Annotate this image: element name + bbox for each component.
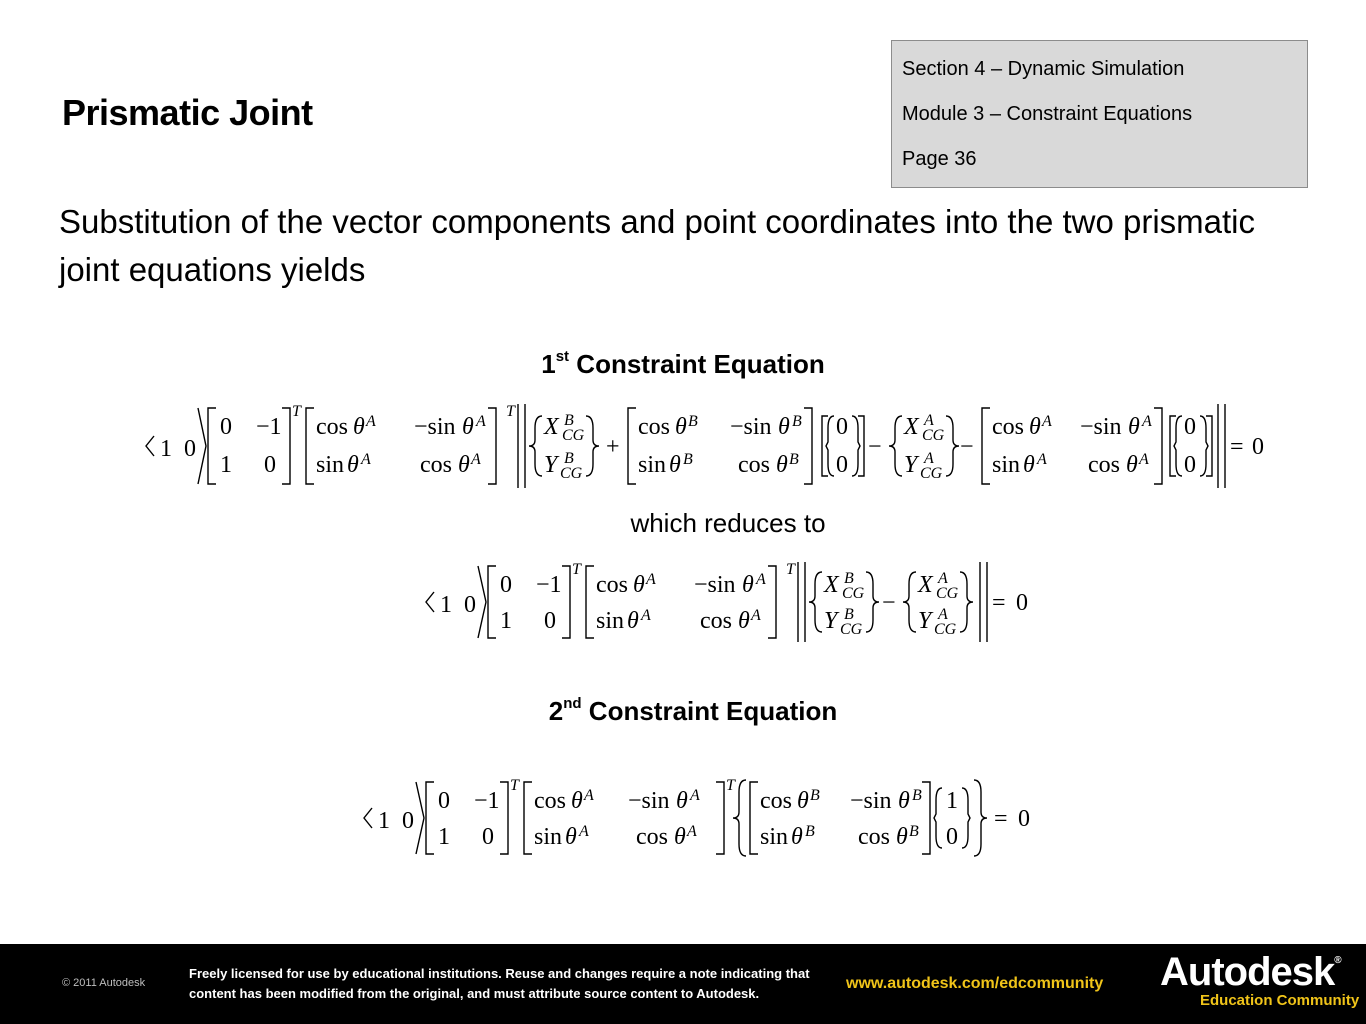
- license-text: Freely licensed for use by educational institutions. Reuse and changes require a note indicating that content has been modified from the original, and must attribute source content to Autodesk.: [189, 966, 810, 1001]
- svg-text:θ: θ: [1023, 452, 1035, 478]
- svg-text:θ: θ: [571, 788, 583, 814]
- svg-text:θ: θ: [896, 824, 908, 850]
- svg-text:cos: cos: [316, 414, 348, 440]
- svg-text:sin: sin: [992, 452, 1021, 478]
- svg-text:Y: Y: [918, 608, 932, 634]
- svg-text:X: X: [918, 572, 933, 598]
- community-link[interactable]: www.autodesk.com/edcommunity: [846, 975, 1104, 992]
- svg-text:A: A: [361, 451, 371, 468]
- svg-text:B: B: [683, 451, 693, 468]
- svg-text:θ: θ: [675, 414, 687, 440]
- svg-text:1: 1: [160, 436, 172, 462]
- svg-text:0: 0: [1252, 434, 1264, 460]
- svg-text:cos: cos: [700, 608, 732, 634]
- svg-text:A: A: [1042, 413, 1052, 430]
- svg-text:θ: θ: [674, 824, 686, 850]
- svg-text:θ: θ: [776, 452, 788, 478]
- svg-text:0: 0: [438, 788, 450, 814]
- svg-text:T: T: [510, 777, 519, 794]
- svg-text:−sin: −sin: [730, 414, 772, 440]
- svg-text:−1: −1: [536, 572, 562, 598]
- svg-text:cos: cos: [992, 414, 1024, 440]
- svg-text:θ: θ: [778, 414, 790, 440]
- svg-text:B: B: [805, 823, 815, 840]
- svg-text:A: A: [687, 823, 697, 840]
- svg-text:B: B: [564, 412, 574, 429]
- svg-text:θ: θ: [633, 572, 645, 598]
- svg-text:1: 1: [500, 608, 512, 634]
- svg-text:cos: cos: [760, 788, 792, 814]
- first-constraint-heading: 1st Constraint Equation: [541, 348, 825, 379]
- svg-text:T: T: [786, 561, 795, 578]
- svg-text:1: 1: [220, 452, 232, 478]
- svg-text:CG: CG: [562, 427, 585, 444]
- svg-text:A: A: [579, 823, 589, 840]
- svg-text:0: 0: [464, 592, 476, 618]
- svg-text:X: X: [544, 414, 559, 440]
- svg-text:X: X: [904, 414, 919, 440]
- svg-text:A: A: [924, 412, 934, 429]
- svg-text:CG: CG: [920, 465, 943, 482]
- svg-text:θ: θ: [797, 788, 809, 814]
- svg-text:B: B: [564, 450, 574, 467]
- svg-text:θ: θ: [898, 788, 910, 814]
- svg-text:θ: θ: [627, 608, 639, 634]
- svg-text:A: A: [751, 607, 761, 624]
- svg-text:−sin: −sin: [414, 414, 456, 440]
- svg-text:−: −: [882, 590, 896, 616]
- svg-text:B: B: [844, 606, 854, 623]
- svg-text:0: 0: [184, 436, 196, 462]
- svg-text:−: −: [868, 434, 882, 460]
- education-community-label: Education Community: [1200, 992, 1360, 1009]
- svg-text:cos: cos: [1088, 452, 1120, 478]
- svg-text:0: 0: [500, 572, 512, 598]
- svg-text:θ: θ: [742, 572, 754, 598]
- svg-text:B: B: [912, 787, 922, 804]
- svg-text:CG: CG: [936, 585, 959, 602]
- svg-text:0: 0: [402, 808, 414, 834]
- svg-text:−: −: [960, 434, 974, 460]
- svg-text:cos: cos: [420, 452, 452, 478]
- first-constraint-reduced-equation: [420, 560, 1040, 650]
- svg-text:θ: θ: [669, 452, 681, 478]
- svg-text:0: 0: [1018, 806, 1030, 832]
- svg-text:θ: θ: [353, 414, 365, 440]
- svg-text:1: 1: [946, 788, 958, 814]
- svg-text:1: 1: [438, 824, 450, 850]
- footer: [0, 944, 1366, 1024]
- reduces-to-text: which reduces to: [630, 508, 826, 538]
- svg-text:θ: θ: [565, 824, 577, 850]
- second-constraint-equation: [358, 776, 1048, 866]
- section-info-box: [891, 40, 1308, 188]
- svg-text:B: B: [688, 413, 698, 430]
- svg-text:A: A: [646, 571, 656, 588]
- copyright-text: © 2011 Autodesk: [62, 977, 146, 989]
- svg-text:θ: θ: [791, 824, 803, 850]
- intro-text: Substitution of the vector components and point coordinates into the two prismatic joint equations yields: [59, 203, 1256, 288]
- svg-text:1: 1: [440, 592, 452, 618]
- module-label: Module 3 – Constraint Equations: [902, 103, 1193, 125]
- svg-text:θ: θ: [1029, 414, 1041, 440]
- svg-text:cos: cos: [638, 414, 670, 440]
- svg-text:0: 0: [264, 452, 276, 478]
- svg-text:0: 0: [220, 414, 232, 440]
- svg-text:θ: θ: [738, 608, 750, 634]
- svg-text:θ: θ: [458, 452, 470, 478]
- svg-text:0: 0: [544, 608, 556, 634]
- svg-text:sin: sin: [316, 452, 345, 478]
- svg-text:cos: cos: [858, 824, 890, 850]
- svg-text:A: A: [938, 606, 948, 623]
- svg-text:B: B: [909, 823, 919, 840]
- svg-text:cos: cos: [636, 824, 668, 850]
- svg-text:1: 1: [378, 808, 390, 834]
- svg-text:cos: cos: [534, 788, 566, 814]
- svg-text:CG: CG: [922, 427, 945, 444]
- svg-text:sin: sin: [596, 608, 625, 634]
- svg-text:A: A: [938, 570, 948, 587]
- svg-text:A: A: [471, 451, 481, 468]
- svg-text:0: 0: [946, 824, 958, 850]
- svg-text:Y: Y: [904, 452, 918, 478]
- svg-text:Y: Y: [544, 452, 558, 478]
- svg-text:=: =: [992, 590, 1006, 616]
- page-label: Page 36: [902, 148, 977, 170]
- svg-text:sin: sin: [638, 452, 667, 478]
- svg-text:0: 0: [1184, 452, 1196, 478]
- first-constraint-full-equation: [140, 398, 1270, 493]
- svg-text:CG: CG: [560, 465, 583, 482]
- svg-text:cos: cos: [738, 452, 770, 478]
- autodesk-logo: Autodesk®: [1160, 950, 1341, 994]
- svg-text:−sin: −sin: [628, 788, 670, 814]
- svg-text:cos: cos: [596, 572, 628, 598]
- svg-text:A: A: [1142, 413, 1152, 430]
- svg-text:0: 0: [482, 824, 494, 850]
- svg-text:B: B: [792, 413, 802, 430]
- svg-text:sin: sin: [760, 824, 789, 850]
- svg-text:A: A: [1139, 451, 1149, 468]
- svg-text:0: 0: [836, 452, 848, 478]
- svg-text:=: =: [994, 806, 1008, 832]
- svg-text:A: A: [584, 787, 594, 804]
- svg-text:CG: CG: [934, 621, 957, 638]
- svg-text:A: A: [476, 413, 486, 430]
- svg-text:T: T: [572, 561, 581, 578]
- svg-text:X: X: [824, 572, 839, 598]
- svg-text:=: =: [1230, 434, 1244, 460]
- svg-text:B: B: [844, 570, 854, 587]
- svg-text:Y: Y: [824, 608, 838, 634]
- svg-text:T: T: [292, 403, 301, 420]
- svg-text:−sin: −sin: [694, 572, 736, 598]
- section-label: Section 4 – Dynamic Simulation: [902, 58, 1185, 80]
- svg-text:T: T: [726, 777, 735, 794]
- svg-text:B: B: [810, 787, 820, 804]
- svg-text:A: A: [690, 787, 700, 804]
- svg-text:0: 0: [1184, 414, 1196, 440]
- svg-text:CG: CG: [842, 585, 865, 602]
- svg-text:θ: θ: [676, 788, 688, 814]
- svg-text:−1: −1: [256, 414, 282, 440]
- svg-text:A: A: [1037, 451, 1047, 468]
- svg-text:sin: sin: [534, 824, 563, 850]
- svg-text:A: A: [366, 413, 376, 430]
- svg-text:A: A: [924, 450, 934, 467]
- svg-text:A: A: [756, 571, 766, 588]
- svg-text:θ: θ: [347, 452, 359, 478]
- svg-text:−sin: −sin: [1080, 414, 1122, 440]
- svg-text:B: B: [789, 451, 799, 468]
- svg-text:T: T: [506, 403, 515, 420]
- second-constraint-heading: 2nd Constraint Equation: [548, 695, 838, 726]
- svg-text:−1: −1: [474, 788, 500, 814]
- svg-text:A: A: [641, 607, 651, 624]
- svg-text:+: +: [606, 434, 620, 460]
- svg-text:θ: θ: [1126, 452, 1138, 478]
- svg-text:CG: CG: [840, 621, 863, 638]
- svg-text:−sin: −sin: [850, 788, 892, 814]
- svg-text:θ: θ: [1128, 414, 1140, 440]
- slide-title: Prismatic Joint: [62, 92, 313, 133]
- svg-text:0: 0: [1016, 590, 1028, 616]
- svg-text:θ: θ: [462, 414, 474, 440]
- svg-text:0: 0: [836, 414, 848, 440]
